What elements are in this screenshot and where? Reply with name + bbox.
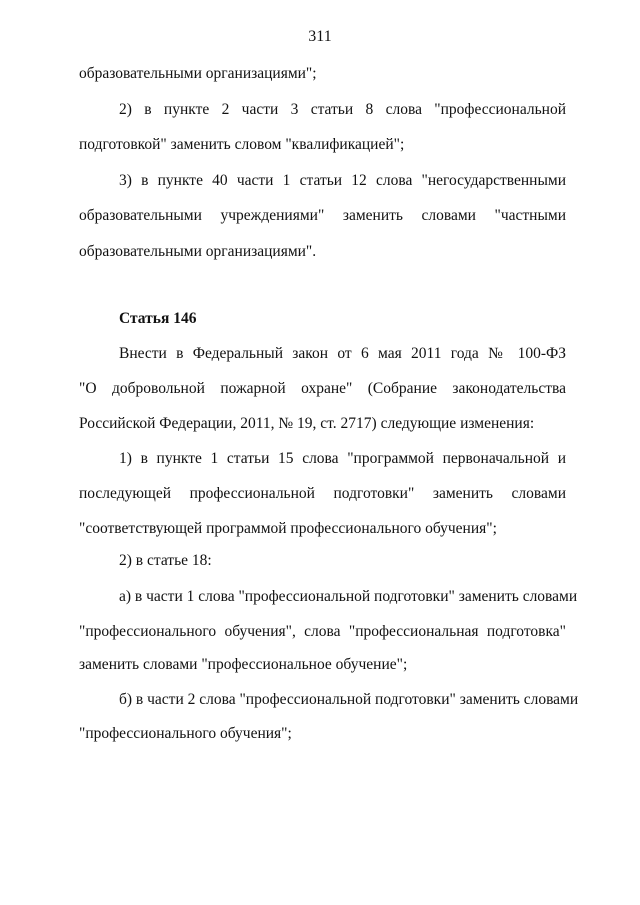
text-line: заменить словами "профессиональное обучение"; bbox=[79, 656, 408, 673]
text-line: 3) в пункте 40 части 1 статьи 12 слова "негосударственными bbox=[119, 172, 566, 189]
text-line: последующей профессиональной подготовки" заменить словами bbox=[79, 485, 566, 502]
text-line: 2) в пункте 2 части 3 статьи 8 слова "профессиональной bbox=[119, 101, 566, 118]
text-line: образовательными учреждениями" заменить словами "частными bbox=[79, 207, 566, 224]
text-line: Российской Федерации, 2011, № 19, ст. 2717) следующие изменения: bbox=[79, 415, 535, 432]
text-line: 1) в пункте 1 статьи 15 слова "программой первоначальной и bbox=[119, 450, 566, 467]
text-line: "профессионального обучения"; bbox=[79, 725, 292, 742]
text-line: "соответствующей программой профессионального обучения"; bbox=[79, 520, 497, 537]
text-line: б) в части 2 слова "профессиональной подготовки" заменить словами bbox=[119, 691, 579, 708]
text-line: "О добровольной пожарной охране" (Собрание законодательства bbox=[79, 380, 566, 397]
text-line: подготовкой" заменить словом "квалификацией"; bbox=[79, 136, 405, 153]
text-line: а) в части 1 слова "профессиональной подготовки" заменить словами bbox=[119, 588, 578, 605]
text-line: "профессионального обучения", слова "профессиональная подготовка" bbox=[79, 623, 566, 640]
text-line: образовательными организациями". bbox=[79, 243, 317, 260]
page-number: 311 bbox=[308, 28, 332, 45]
text-line: образовательными организациями"; bbox=[79, 65, 317, 82]
article-heading: Статья 146 bbox=[119, 310, 197, 327]
text-line: Внести в Федеральный закон от 6 мая 2011 года № 100-ФЗ bbox=[119, 345, 566, 362]
text-line: 2) в статье 18: bbox=[119, 552, 212, 569]
